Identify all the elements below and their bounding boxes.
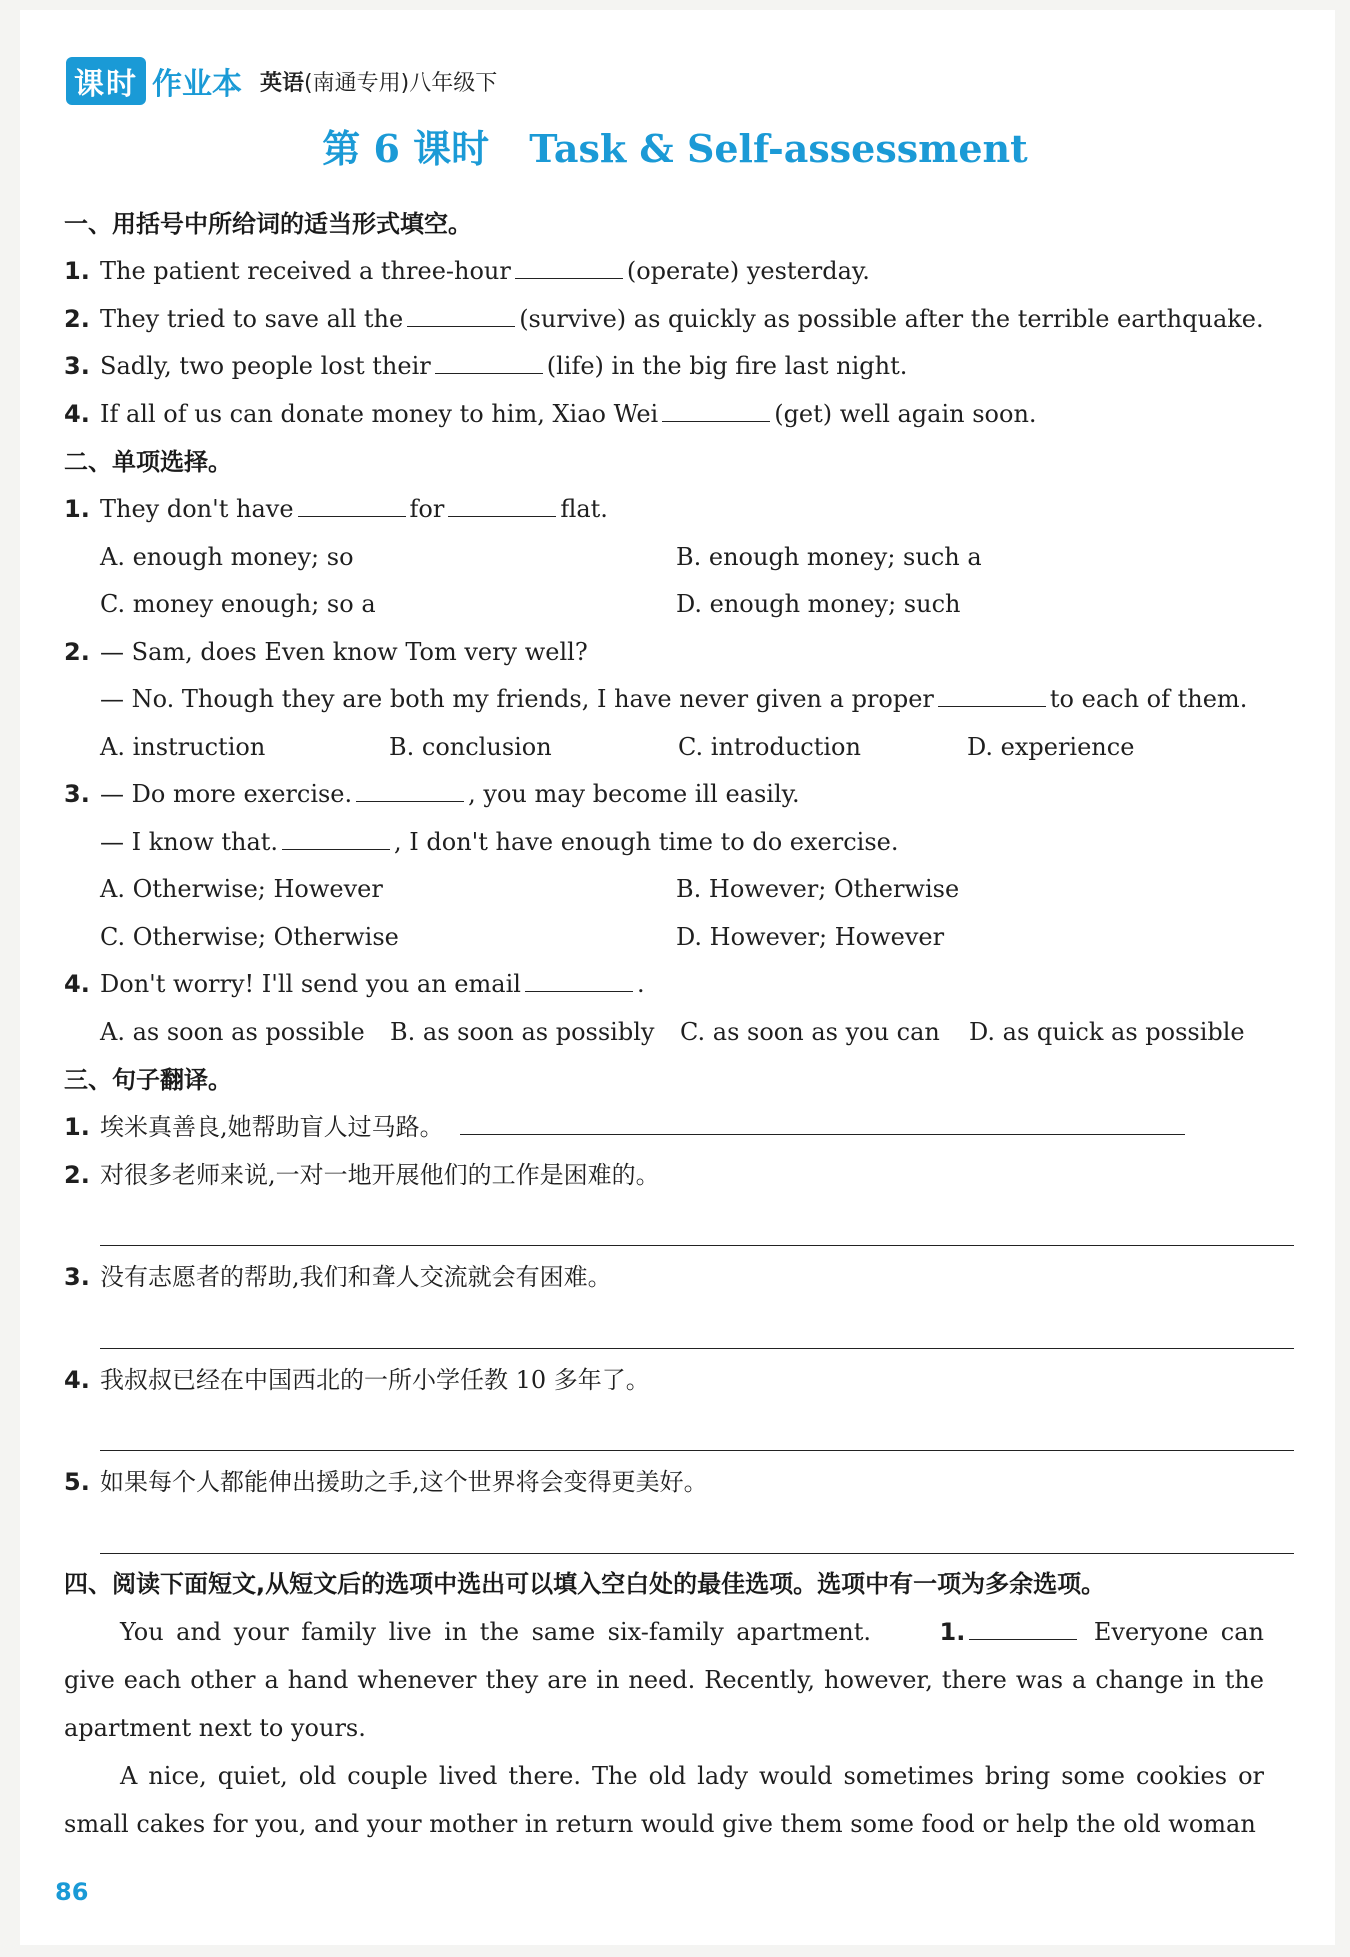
lesson-number: 第 6 课时: [322, 126, 490, 171]
section1-heading: 一、用括号中所给词的适当形式填空。: [64, 210, 472, 238]
question-text: — Sam, does Even know Tom very well?: [100, 637, 588, 666]
item-text: 埃米真善良,她帮助盲人过马路。: [100, 1113, 444, 1141]
item-number: 1.: [64, 1113, 90, 1141]
fill-item: [64, 296, 1264, 344]
question-line: [64, 676, 1264, 724]
question-text: — I know that.: [100, 827, 279, 856]
choice-question: [64, 629, 1264, 677]
option-d[interactable]: D. experience: [967, 732, 1135, 761]
option-a[interactable]: A. instruction: [100, 732, 266, 761]
option-a[interactable]: A. enough money; so: [100, 542, 354, 571]
subject: 英语: [260, 70, 305, 96]
item-text: 如果每个人都能伸出援助之手,这个世界将会变得更美好。: [100, 1468, 708, 1496]
paragraph-text: You and your family live in the same six-family apartment.: [120, 1617, 872, 1646]
item-text: (get) well again soon.: [774, 399, 1037, 428]
question-text: — Do more exercise.: [100, 780, 353, 808]
subject-label: [260, 66, 497, 97]
item-number: 1.: [64, 257, 90, 285]
answer-blank[interactable]: [938, 684, 1046, 707]
question-text: flat.: [560, 495, 608, 523]
item-text: (survive) as quickly as possible after the terrible earthquake.: [519, 304, 1264, 333]
lesson-title: [0, 118, 1350, 173]
answer-blank[interactable]: [662, 399, 770, 422]
content: [64, 200, 1264, 1848]
choice-question: [64, 771, 1264, 819]
item-number: 2.: [64, 304, 90, 333]
question-text: They don't have: [100, 495, 294, 523]
answer-blank[interactable]: [515, 256, 623, 279]
answer-line[interactable]: [100, 1404, 1294, 1451]
question-text: for: [409, 495, 445, 523]
answer-line[interactable]: [100, 1302, 1294, 1349]
options-row: [64, 724, 1264, 772]
item-number: 1.: [939, 1617, 966, 1646]
logo: 课时: [66, 57, 146, 105]
answer-blank[interactable]: [448, 494, 556, 517]
answer-line[interactable]: [100, 1507, 1294, 1554]
option-c[interactable]: C. Otherwise; Otherwise: [100, 922, 399, 951]
item-text: They tried to save all the: [100, 304, 404, 333]
reading-paragraph: A nice, quiet, old couple lived there. The old lady would sometimes bring some cookies or small cakes for you, and your mother in return would give them some food or help the old woman: [64, 1761, 1264, 1838]
answer-blank[interactable]: [969, 1617, 1077, 1640]
translation-item: [64, 1254, 1264, 1302]
section2-heading: 二、单项选择。: [64, 448, 232, 476]
option-c[interactable]: C. introduction: [678, 732, 861, 761]
option-b[interactable]: B. as soon as possibly: [390, 1017, 655, 1046]
option-c[interactable]: C. money enough; so a: [100, 590, 376, 618]
item-number: 3.: [64, 352, 90, 380]
item-text: The patient received a three-hour: [100, 257, 511, 285]
item-text: 我叔叔已经在中国西北的一所小学任教 10 多年了。: [100, 1365, 650, 1394]
options-row: [64, 914, 1264, 962]
fill-item: [64, 248, 1264, 296]
answer-blank[interactable]: [407, 304, 515, 327]
item-number: 4.: [64, 399, 90, 428]
lesson-name: Task & Self-assessment: [529, 126, 1028, 171]
question-text: , you may become ill easily.: [468, 780, 800, 808]
item-number: 5.: [64, 1468, 90, 1496]
option-c[interactable]: C. as soon as you can: [680, 1017, 940, 1046]
choice-question: [64, 486, 1264, 534]
answer-line[interactable]: [460, 1112, 1185, 1135]
answer-blank[interactable]: [525, 969, 633, 992]
answer-line[interactable]: [100, 1199, 1294, 1246]
question-text: .: [636, 970, 645, 998]
translation-item: [64, 1152, 1264, 1200]
item-text: Sadly, two people lost their: [100, 352, 431, 380]
question-line: [64, 819, 1264, 867]
section4-heading: 四、阅读下面短文,从短文后的选项中选出可以填入空白处的最佳选项。选项中有一项为多余选项。: [64, 1569, 1106, 1598]
answer-blank[interactable]: [282, 827, 390, 850]
options-row: [64, 581, 1264, 629]
options-row: [64, 1009, 1264, 1057]
option-d[interactable]: D. enough money; such: [676, 590, 961, 618]
reading-paragraph: [64, 1608, 1264, 1752]
edition: (南通专用): [304, 70, 410, 96]
option-a[interactable]: A. Otherwise; However: [100, 875, 383, 903]
item-number: 4.: [64, 1365, 90, 1394]
grade: 八年级下: [409, 70, 498, 96]
answer-blank[interactable]: [356, 779, 464, 802]
item-number: 3.: [64, 1263, 90, 1291]
section3-heading: 三、句子翻译。: [64, 1066, 232, 1094]
translation-item: [64, 1104, 1264, 1152]
item-text: 对很多老师来说,一对一地开展他们的工作是困难的。: [100, 1160, 660, 1189]
item-number: 2.: [64, 1160, 90, 1189]
option-b[interactable]: B. conclusion: [389, 732, 552, 761]
fill-item: [64, 391, 1264, 439]
option-b[interactable]: B. However; Otherwise: [676, 875, 960, 903]
item-number: 1.: [64, 495, 90, 523]
item-number: 3.: [64, 780, 90, 808]
question-text: , I don't have enough time to do exercise.: [394, 827, 899, 856]
option-a[interactable]: A. as soon as possible: [100, 1017, 365, 1046]
header: [66, 58, 497, 104]
question-text: to each of them.: [1049, 685, 1248, 713]
item-number: 2.: [64, 637, 90, 666]
answer-blank[interactable]: [435, 351, 543, 374]
option-d[interactable]: D. However; However: [676, 922, 945, 951]
question-text: Don't worry! I'll send you an email: [100, 970, 521, 998]
answer-blank[interactable]: [298, 494, 406, 517]
translation-item: [64, 1357, 1264, 1405]
question-text: — No. Though they are both my friends, I have never given a proper: [100, 685, 934, 713]
options-row: [64, 534, 1264, 582]
item-text: 没有志愿者的帮助,我们和聋人交流就会有困难。: [100, 1263, 612, 1291]
fill-item: [64, 343, 1264, 391]
item-text: (life) in the big fire last night.: [546, 352, 908, 380]
item-text: (operate) yesterday.: [626, 257, 870, 285]
item-number: 4.: [64, 970, 90, 998]
option-b[interactable]: B. enough money; such a: [676, 542, 982, 571]
options-row: [64, 866, 1264, 914]
book-name: 作业本: [152, 67, 242, 102]
paragraph-text: Everyone can give each other a hand whenever they are in need. Recently, however, there was a change in the apartment next to yours.: [64, 1617, 1264, 1742]
page-number: 86: [55, 1878, 89, 1906]
translation-item: [64, 1459, 1264, 1507]
choice-question: [64, 961, 1264, 1009]
item-text: If all of us can donate money to him, Xiao Wei: [100, 399, 659, 428]
option-d[interactable]: D. as quick as possible: [969, 1017, 1245, 1046]
